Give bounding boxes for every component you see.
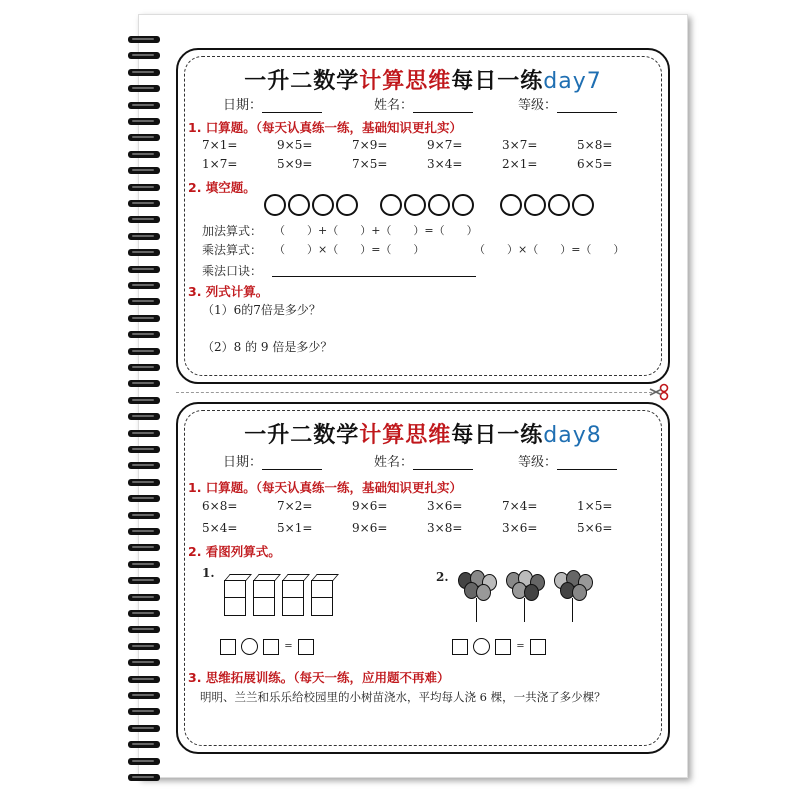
day7-koujue-line[interactable] (272, 276, 476, 277)
spiral-ring (128, 118, 160, 125)
answer-box[interactable] (263, 639, 279, 655)
spiral-ring (128, 52, 160, 59)
spiral-ring (128, 364, 160, 371)
spiral-ring (128, 151, 160, 158)
day8-title: 一升二数学计算思维每日一练day8 (244, 423, 602, 448)
spiral-ring (128, 331, 160, 338)
answer-box[interactable] (298, 639, 314, 655)
oral-problem[interactable]: 3×4= (427, 157, 463, 171)
day7-section2-heading: 2. 填空题。 (188, 180, 256, 195)
day8-cube-group (224, 576, 344, 616)
spiral-ring (128, 512, 160, 519)
spiral-ring (128, 741, 160, 748)
cube-stack-4 (311, 580, 333, 616)
cut-line (176, 392, 652, 393)
spiral-ring (128, 528, 160, 535)
spiral-ring (128, 315, 160, 322)
spiral-ring (128, 85, 160, 92)
day7-name-field[interactable]: 姓名： (374, 94, 473, 113)
oral-problem[interactable]: 1×7= (202, 157, 238, 171)
oral-problem[interactable]: 3×6= (502, 521, 538, 535)
spiral-ring (128, 167, 160, 174)
spiral-ring (128, 692, 160, 699)
oral-problem[interactable]: 3×7= (502, 138, 538, 152)
spiral-ring (128, 544, 160, 551)
spiral-ring (128, 430, 160, 437)
balloon-icon (524, 584, 539, 601)
day7-section1-heading: 1. 口算题。（每天认真练一练，基础知识更扎实） (188, 120, 463, 135)
day7-section3-heading: 3. 列式计算。 (188, 284, 269, 299)
answer-box[interactable] (220, 639, 236, 655)
oral-problem[interactable]: 9×5= (277, 138, 313, 152)
day7-add-expression[interactable]: （ ）+（ ）+（ ）=（ ） (274, 224, 478, 237)
spiral-ring (128, 462, 160, 469)
spiral-ring (128, 758, 160, 765)
operator-circle[interactable] (473, 638, 490, 655)
day8-date-field[interactable]: 日期： (223, 451, 322, 470)
oral-problem[interactable]: 7×5= (352, 157, 388, 171)
day7-mul-expression-1[interactable]: （ ）×（ ）=（ ） (274, 243, 425, 256)
oral-problem[interactable]: 9×6= (352, 521, 388, 535)
spiral-ring (128, 561, 160, 568)
oral-problem[interactable]: 6×8= (202, 499, 238, 513)
spiral-ring (128, 69, 160, 76)
spiral-ring (128, 446, 160, 453)
answer-box[interactable] (530, 639, 546, 655)
oral-problem[interactable]: 7×1= (202, 138, 238, 152)
day7-date-field[interactable]: 日期： (223, 94, 322, 113)
spiral-ring (128, 610, 160, 617)
cube-stack-2 (253, 580, 275, 616)
oral-problem[interactable]: 2×1= (502, 157, 538, 171)
spiral-ring (128, 184, 160, 191)
scissors-icon (648, 383, 670, 401)
spiral-ring (128, 36, 160, 43)
day8-balloon-group (450, 564, 600, 634)
spiral-ring (128, 577, 160, 584)
spiral-ring (128, 249, 160, 256)
operator-circle[interactable] (241, 638, 258, 655)
oral-problem[interactable]: 7×9= (352, 138, 388, 152)
day7-question-2: （2）8 的 9 倍是多少？ (202, 340, 333, 354)
spiral-ring (128, 102, 160, 109)
day7-grade-field[interactable]: 等级： (518, 94, 617, 113)
oral-problem[interactable]: 9×6= (352, 499, 388, 513)
spiral-ring (128, 397, 160, 404)
spiral-ring (128, 413, 160, 420)
day7-circle-group-1 (264, 194, 360, 216)
oral-problem[interactable]: 5×1= (277, 521, 313, 535)
day8-name-field[interactable]: 姓名： (374, 451, 473, 470)
balloon-icon (476, 584, 491, 601)
day7-circle-group-3 (500, 194, 596, 216)
day8-card (176, 402, 670, 754)
day7-koujue-label: 乘法口诀： (202, 264, 263, 278)
day7-mul-label: 乘法算式： (202, 243, 263, 257)
answer-box[interactable] (495, 639, 511, 655)
oral-problem[interactable]: 5×4= (202, 521, 238, 535)
oral-problem[interactable]: 3×6= (427, 499, 463, 513)
oral-problem[interactable]: 7×4= (502, 499, 538, 513)
day8-answer-row-1[interactable]: = (220, 636, 314, 655)
oral-problem[interactable]: 5×6= (577, 521, 613, 535)
day7-question-1: （1）6的7倍是多少？ (202, 303, 321, 317)
oral-problem[interactable]: 7×2= (277, 499, 313, 513)
oral-problem[interactable]: 5×9= (277, 157, 313, 171)
day8-word-problem: 明明、兰兰和乐乐给校园里的小树苗浇水，平均每人浇 6 棵，一共浇了多少棵？ (200, 690, 606, 704)
spiral-ring (128, 348, 160, 355)
cube-stack-3 (282, 580, 304, 616)
day7-card (176, 48, 670, 384)
day8-picture2-label: 2. (436, 570, 449, 584)
balloon-string (572, 598, 573, 622)
spiral-ring (128, 676, 160, 683)
spiral-ring (128, 200, 160, 207)
oral-problem[interactable]: 9×7= (427, 138, 463, 152)
spiral-ring (128, 659, 160, 666)
balloon-icon (572, 584, 587, 601)
spiral-ring (128, 282, 160, 289)
spiral-ring (128, 216, 160, 223)
spiral-ring (128, 708, 160, 715)
day8-section2-heading: 2. 看图列算式。 (188, 544, 281, 559)
spiral-ring (128, 479, 160, 486)
balloon-string (524, 598, 525, 622)
day8-answer-row-2[interactable]: = (452, 636, 546, 655)
day7-title: 一升二数学计算思维每日一练day7 (244, 69, 602, 94)
balloon-string (476, 598, 477, 622)
spiral-ring (128, 495, 160, 502)
spiral-ring (128, 725, 160, 732)
oral-problem[interactable]: 1×5= (577, 499, 613, 513)
oral-problem[interactable]: 3×8= (427, 521, 463, 535)
answer-box[interactable] (452, 639, 468, 655)
spiral-ring (128, 626, 160, 633)
day8-picture1-label: 1. (202, 566, 215, 580)
oral-problem[interactable]: 5×8= (577, 138, 613, 152)
day7-mul-expression-2[interactable]: （ ）×（ ）=（ ） (474, 243, 625, 256)
spiral-ring (128, 134, 160, 141)
day8-section1-heading: 1. 口算题。（每天认真练一练，基础知识更扎实） (188, 480, 463, 495)
day8-grade-field[interactable]: 等级： (518, 451, 617, 470)
spiral-ring (128, 266, 160, 273)
day8-section3-heading: 3. 思维拓展训练。（每天一练，应用题不再难） (188, 670, 450, 685)
spiral-ring (128, 774, 160, 781)
day7-circle-group-2 (380, 194, 476, 216)
oral-problem[interactable]: 6×5= (577, 157, 613, 171)
cube-stack-1 (224, 580, 246, 616)
spiral-ring (128, 298, 160, 305)
spiral-ring (128, 380, 160, 387)
day7-add-label: 加法算式： (202, 224, 263, 238)
spiral-ring (128, 233, 160, 240)
spiral-ring (128, 643, 160, 650)
spiral-ring (128, 594, 160, 601)
